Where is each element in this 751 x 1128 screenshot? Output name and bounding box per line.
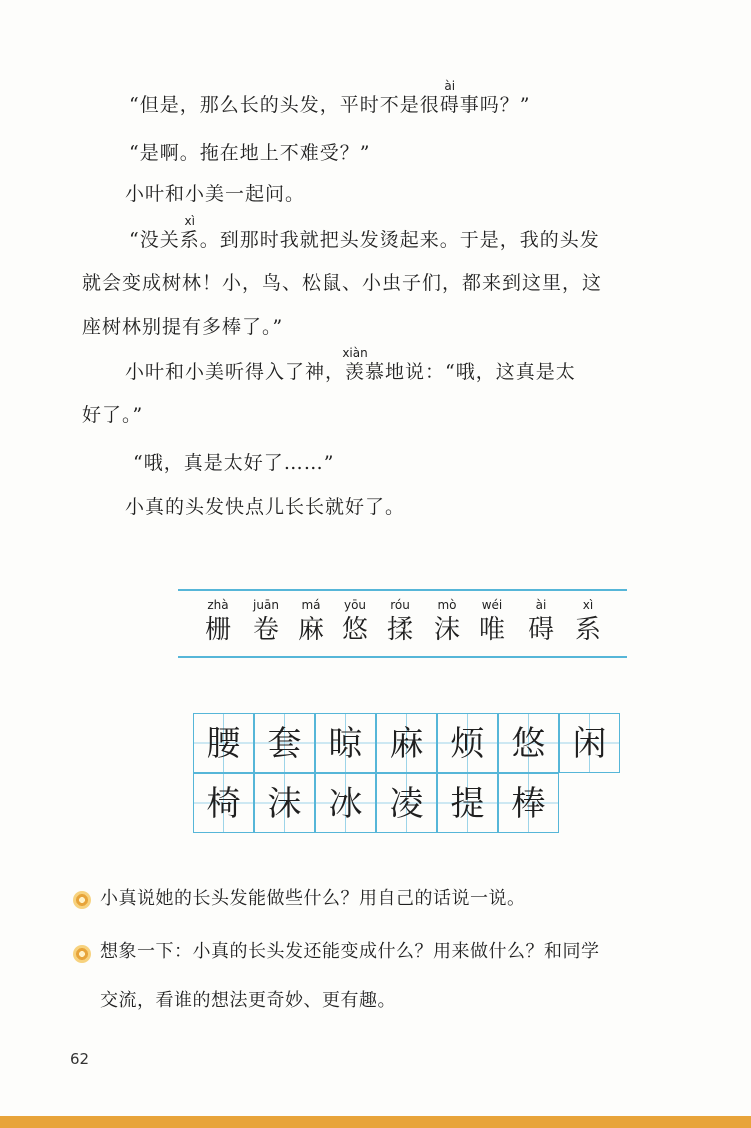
flower-bullet-icon (73, 891, 91, 909)
vocab-char: 系 (574, 615, 601, 645)
vocab-pinyin: yōu (343, 598, 367, 612)
grid-cell: 闲 (559, 713, 620, 773)
grid-cell: 套 (254, 713, 315, 773)
vocab-char: 悠 (341, 615, 368, 645)
story-paragraph-2: “是啊。拖在地上不难受？” (129, 142, 371, 164)
question-2-line-2: 交流，看谁的想法更奇妙、更有趣。 (100, 990, 396, 1011)
vocab-pinyin: mò (437, 598, 457, 612)
pinyin-annotation: ài (444, 79, 456, 93)
grid-cell: 沫 (254, 773, 315, 833)
story-paragraph-7: 小真的头发快点儿长长就好了。 (125, 496, 406, 518)
vocab-item (470, 597, 514, 647)
vocab-item (378, 597, 422, 647)
story-paragraph-4-line-3: 座树林别提有多棒了。” (82, 316, 284, 338)
ruby-char: xiàn 羡 (345, 360, 365, 384)
story-paragraph-3: 小叶和小美一起问。 (125, 183, 306, 205)
bottom-decorative-bar (0, 1116, 751, 1128)
story-paragraph-5-line-2: 好了。” (82, 404, 144, 426)
vocab-item (196, 597, 240, 647)
ruby-char: ài 碍 (440, 93, 460, 117)
story-paragraph-4-line-2: 就会变成树林！小，鸟、松鼠、小虫子们，都来到这里，这 (82, 272, 603, 294)
ruby-char: xì 系 (180, 228, 200, 252)
vocab-char: 栅 (204, 615, 231, 645)
flower-bullet-icon (73, 945, 91, 963)
grid-cell: 烦 (437, 713, 498, 773)
vocab-item (519, 597, 563, 647)
vocab-char: 卷 (252, 615, 279, 645)
vocab-pinyin: ài (535, 598, 547, 612)
vocab-item (425, 597, 469, 647)
grid-cell: 棒 (498, 773, 559, 833)
pinyin-annotation: xì (184, 214, 195, 228)
grid-cell: 椅 (193, 773, 254, 833)
grid-cell: 悠 (498, 713, 559, 773)
grid-cell: 冰 (315, 773, 376, 833)
vocab-char: 唯 (478, 615, 505, 645)
question-2: 想象一下：小真的长头发还能变成什么？用来做什么？和同学 (100, 941, 600, 962)
story-paragraph-1: “但是，那么长的头发，平时不是很 ài 碍事吗？” (129, 93, 530, 117)
grid-cell: 晾 (315, 713, 376, 773)
grid-cell: 提 (437, 773, 498, 833)
vocab-char: 揉 (386, 615, 413, 645)
vocab-top-line (178, 589, 627, 591)
pinyin-annotation: xiàn (342, 346, 368, 360)
vocab-item (566, 597, 610, 647)
vocab-item (244, 597, 288, 647)
vocab-char: 碍 (527, 615, 554, 645)
question-1: 小真说她的长头发能做些什么？用自己的话说一说。 (100, 888, 526, 909)
vocab-char: 沫 (433, 615, 460, 645)
vocab-pinyin: zhà (207, 598, 229, 612)
page-number: 62 (70, 1050, 90, 1068)
vocab-pinyin: wéi (481, 598, 503, 612)
vocab-bottom-line (178, 656, 627, 658)
grid-cell: 麻 (376, 713, 437, 773)
vocab-pinyin: juān (253, 598, 279, 612)
vocab-char: 麻 (297, 615, 324, 645)
story-paragraph-5: 小叶和小美听得入了神， xiàn 羡慕地说：“哦，这真是太 (125, 360, 576, 384)
vocab-item (333, 597, 377, 647)
grid-cell: 凌 (376, 773, 437, 833)
vocab-pinyin: xì (582, 598, 594, 612)
story-paragraph-6: “哦，真是太好了……” (133, 452, 335, 474)
grid-cell: 腰 (193, 713, 254, 773)
vocab-item (289, 597, 333, 647)
story-paragraph-4: “没关 xì 系。到那时我就把头发烫起来。于是，我的头发 (129, 228, 600, 252)
vocab-pinyin: róu (390, 598, 410, 612)
vocab-pinyin: má (301, 598, 321, 612)
